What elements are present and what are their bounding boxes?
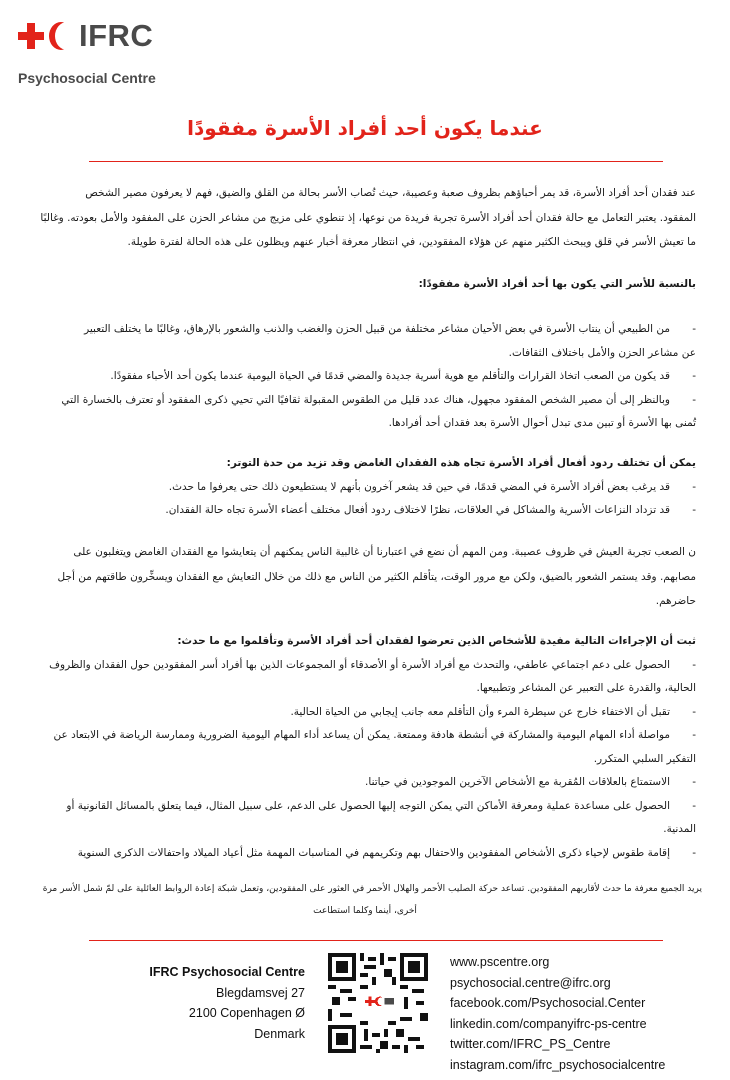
- section1-list: [32, 318, 696, 436]
- instagram-link[interactable]: instagram.com/ifrc_psychosocialcentre: [450, 1057, 666, 1072]
- address-block: [149, 962, 305, 1044]
- list-item: -تقبل أن الاختفاء خارج عن سيطرة المرء وأن التأقلم معه جانب إيجابي من الحياة الحالية.: [32, 701, 696, 725]
- bullet-dash: -: [692, 393, 696, 406]
- address-street: Blegdamsvej 27: [216, 985, 305, 1000]
- bullet-dash: -: [692, 729, 696, 741]
- list-item-continuation: عن مشاعر الحزن والأمل باختلاف الثقافات.: [508, 346, 696, 359]
- list-item-continuation: الحالية، والقدرة على التعبير عن المشاعر وتطبيعها.: [476, 682, 696, 694]
- bullet-dash: -: [692, 480, 696, 493]
- list-item: -قد تزداد النزاعات الأسرية والمشاكل في العلاقات، نظرًا لاختلاف ردود أفعال مختلف أعضاء الأسرة تجاه حالة الفقدان.: [32, 499, 696, 523]
- logo-mark: [18, 16, 218, 56]
- footer-note-line: يريد الجميع معرفة ما حدث لأقاربهم المفقودين. تساعد حركة الصليب الأحمر والهلال الأحمر في العثور على المفقودين، وتعمل شبكة إعادة الروابط العائلية على لمّ شمل الأسر مرة: [42, 884, 702, 894]
- bullet-dash: -: [692, 799, 696, 812]
- address-city: 2100 Copenhagen Ø: [188, 1006, 305, 1020]
- section2-block: [32, 451, 696, 523]
- title-divider: [89, 161, 663, 162]
- bullet-dash: -: [692, 776, 696, 788]
- section4-block: [32, 629, 696, 865]
- page-title: عندما يكون أحد أفراد الأسرة مفقودًا: [187, 116, 543, 140]
- qr-code[interactable]: [328, 953, 428, 1053]
- intro-paragraph: [32, 181, 696, 255]
- paragraph-line: ن الصعب تجربة العيش في ظروف عصيبة. ومن المهم أن نضع في اعتبارنا أن غالبية الناس يمكنهم أن يتعايشوا مع الفقدان الغامض ويتغلبون على: [73, 546, 696, 558]
- logo-subtitle: Psychosocial Centre: [18, 70, 156, 86]
- list-item: -قد يرغب بعض أفراد الأسرة في المضي قدمًا، في حين قد يشعر آخرون بأنهم لا يستطيعون ذلك حتى يعرفوا ما حدث.: [32, 476, 696, 500]
- section-heading: [32, 272, 696, 297]
- bullet-dash: -: [692, 705, 696, 718]
- email-link[interactable]: psychosocial.centre@ifrc.org: [450, 975, 611, 990]
- facebook-link[interactable]: facebook.com/Psychosocial.Center: [450, 996, 646, 1011]
- section2-heading: يمكن أن تختلف ردود أفعال أفراد الأسرة تجاه هذه الفقدان الغامض وقد تزيد من حدة التوتر:: [226, 457, 696, 469]
- bullet-dash: -: [692, 323, 696, 335]
- list-item: -الحصول على مساعدة عملية ومعرفة الأماكن التي يمكن التوجه إليها الحصول على الدعم، على سبيل المثال، فيما يتعلق بالمسائل القانونية أو: [32, 795, 696, 819]
- intro-line: ما تعيش الأسر في قلق ويبحث الكثير منهم عن هؤلاء المفقودين، في انتظار معرفة أخبار عنهم ويظلون على هذه الحالة لفترة طويلة.: [127, 236, 696, 248]
- list-item: -مواصلة أداء المهام اليومية والمشاركة في أنشطة هادفة وممتعة. يمكن أن يساعد أداء المهام اليومية الضرورية وممارسة الرياضة في الابتعاد عن: [32, 724, 696, 748]
- intro-line: المفقود. يعتبر التعامل مع حالة فقدان أحد أفراد الأسرة تجربة فريدة من نوعها، إذ تنطوي على مزيج من مشاعر الحزن على المفقود والأمل بعودته. وغالبًا: [40, 211, 696, 224]
- list-item: -الحصول على دعم اجتماعي عاطفي، والتحدث مع أفراد الأسرة أو الأصدقاء أو المجموعات الذين بها أفراد أسر المفقودين حول الفقدان والظروف: [32, 654, 696, 678]
- list-item: -من الطبيعي أن ينتاب الأسرة في بعض الأحيان مشاعر مختلفة من قبيل الحزن والغضب والذنب والشعور بالإرهاق، وغالبًا ما يختلف التعبير: [32, 318, 696, 342]
- list-item-continuation: تُمنى بها الأسرة أو تبين مدى تبدل أحوال الأسرة بعد فقدان أحد أفرادها.: [388, 417, 696, 429]
- section1-heading: بالنسبة للأسر التي يكون بها أحد أفراد الأسرة مفقودًا:: [418, 278, 696, 290]
- twitter-link[interactable]: twitter.com/IFRC_PS_Centre: [450, 1037, 611, 1052]
- footer-note: [28, 878, 702, 922]
- resilience-paragraph: [32, 540, 696, 614]
- bullet-dash: -: [692, 846, 696, 859]
- list-item: -إقامة طقوس لإحياء ذكرى الأشخاص المفقودين والاحتفال بهم وتكريمهم في المناسبات المهمة مثل أعياد الميلاد واحتفالات الذكرى السنوية: [32, 842, 696, 866]
- bullet-dash: -: [692, 658, 696, 671]
- linkedin-link[interactable]: linkedin.com/companyifrc-ps-centre: [450, 1016, 647, 1031]
- footer-divider: [89, 940, 663, 941]
- bullet-dash: -: [692, 504, 696, 516]
- section4-heading: ثبت أن الإجراءات التالية مفيدة للأشخاص الذين تعرضوا لفقدان أحد أفراد الأسرة وتأقلموا مع ما حدث:: [177, 635, 696, 647]
- intro-line: عند فقدان أحد أفراد الأسرة، قد يمر أحباؤهم بظروف صعبة وعصيبة، حيث تُصاب الأسر بحالة من القلق والضيق، فهم لا يعرفون مصير الشخص: [85, 187, 696, 199]
- list-item-continuation: المدنية.: [663, 823, 696, 835]
- list-item: -قد يكون من الصعب اتخاذ القرارات والتأقلم مع هوية أسرية جديدة والمضي قدمًا في الحياة اليومية عندما يكون أحد الأحباء مفقودًا.: [32, 365, 696, 389]
- contact-links: [450, 952, 665, 1076]
- bullet-dash: -: [692, 370, 696, 382]
- red-cross-icon: [18, 23, 44, 49]
- logo-name: IFRC: [79, 18, 154, 53]
- red-crescent-icon: [55, 22, 79, 50]
- ifrc-logo: [18, 16, 218, 90]
- address-country: Denmark: [254, 1026, 305, 1041]
- paragraph-line: مصابهم. وقد يستمر الشعور بالضيق، ولكن مع مرور الوقت، يتأقلم الكثير من الناس مع ذلك من خلال التعايش مع الفقدان ويسخِّرون طاقتهم من أجل: [57, 570, 696, 583]
- paragraph-line: حاضرهم.: [655, 595, 696, 607]
- footer-note-line: أخرى، أينما وكلما استطاعت: [313, 906, 417, 916]
- website-link[interactable]: www.pscentre.org: [450, 955, 550, 969]
- address-org: IFRC Psychosocial Centre: [149, 965, 305, 979]
- list-item: -وبالنظر إلى أن مصير الشخص المفقود مجهول، هناك عدد قليل من الطقوس المقبولة ثقافيًا التي تحيي ذكرى المفقود أو تعترف بالخسارة التي: [32, 389, 696, 413]
- list-item-continuation: التفكير السلبي المتكرر.: [593, 752, 696, 765]
- list-item: -الاستمتاع بالعلاقات المُقربة مع الأشخاص الآخرين الموجودين في حياتنا.: [32, 771, 696, 795]
